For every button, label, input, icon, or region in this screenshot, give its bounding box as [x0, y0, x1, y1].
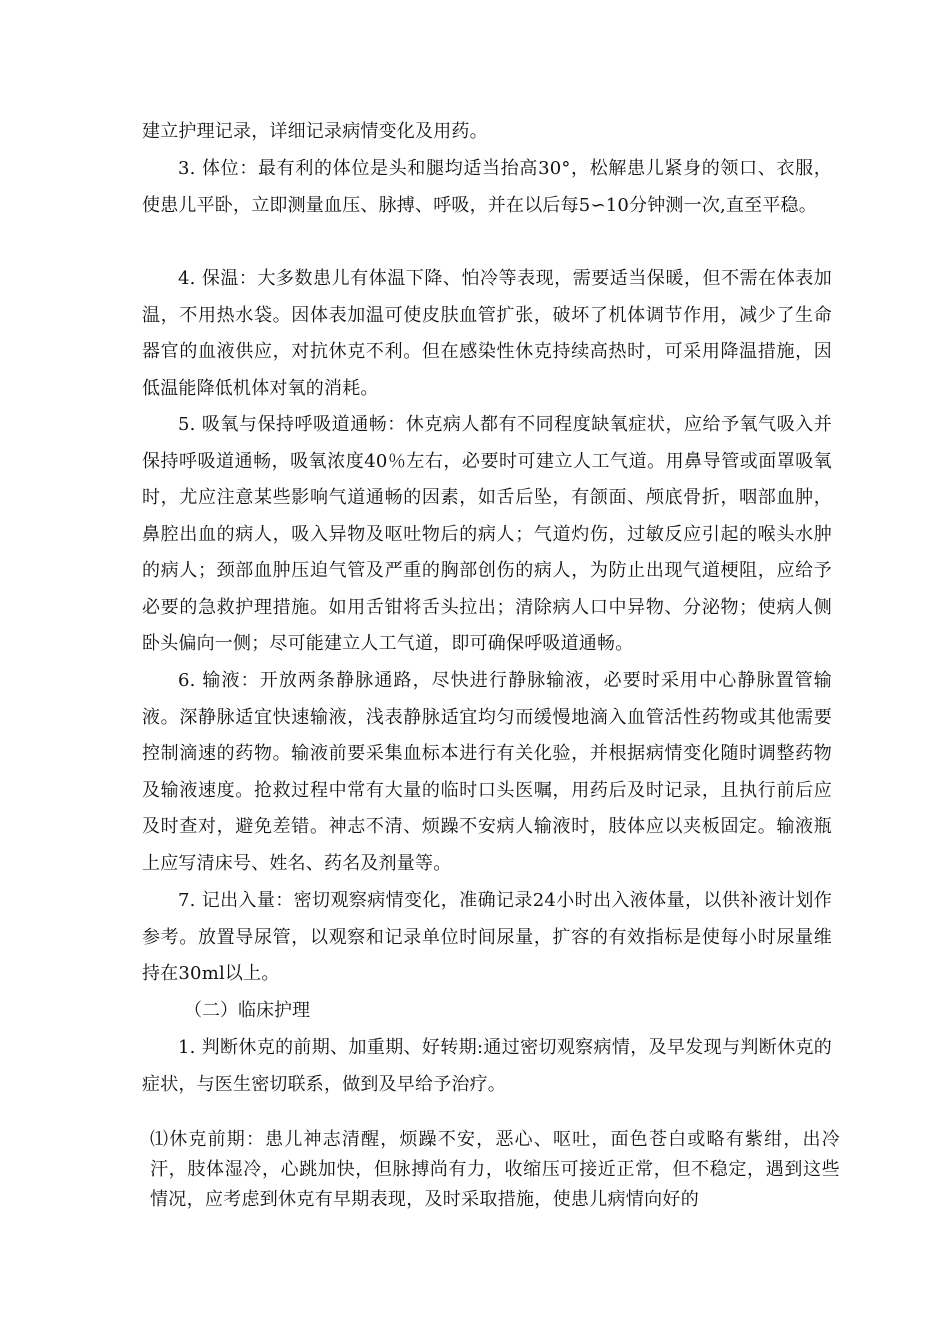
- paragraph-shock-stages: 1. 判断休克的前期、加重期、好转期:通过密切观察病情，及早发现与判断休克的症状，与医生密切联系，做到及早给予治疗。: [142, 1037, 832, 1095]
- paragraph-warmth: 4. 保温：大多数患儿有体温下降、怕冷等表现，需要适当保暖，但不需在体表加温，不用热水袋。因体表加温可使皮肤血管扩张，破坏了机体调节作用，减少了生命器官的血液供应，对抗休克不利。但在感染性休克持续高热时，可采用降温措施，因低温能降低机体对氧的消耗。: [142, 268, 832, 399]
- paragraph-intake-output: 7. 记出入量：密切观察病情变化，准确记录24小时出入液体量，以供补液计划作参考。放置导尿管，以观察和记录单位时间尿量，扩容的有效指标是使每小时尿量维持在30ml以上。: [142, 890, 832, 984]
- section-heading-clinical-care: （二）临床护理: [184, 1000, 310, 1021]
- paragraph-pre-shock: ⑴休克前期：患儿神志清醒，烦躁不安，恶心、呕吐，面色苍白或略有紫绀，出冷汗，肢体湿冷，心跳加快，但脉搏尚有力，收缩压可接近正常，但不稳定，遇到这些情况，应考虑到休克有早期表现，及时采取措施，使患儿病情向好的: [150, 1129, 840, 1210]
- paragraph-oxygen-airway: 5. 吸氧与保持呼吸道通畅：休克病人都有不同程度缺氧症状，应给予氧气吸入并保持呼吸道通畅，吸氧浓度40％左右，必要时可建立人工气道。用鼻导管或面罩吸氧时，尤应注意某些影响气道通畅的因素，如舌后坠，有颌面、颅底骨折，咽部血肿，鼻腔出血的病人，吸入异物及呕吐物后的病人；气道灼伤，过敏反应引起的喉头水肿的病人；颈部血肿压迫气管及严重的胸部创伤的病人，为防止出现气道梗阻，应给予必要的急救护理措施。如用舌钳将舌头拉出；清除病人口中异物、分泌物；使病人侧卧头偏向一侧；尽可能建立人工气道，即可确保呼吸道通畅。: [142, 414, 832, 654]
- paragraph-position: 3. 体位：最有利的体位是头和腿均适当抬高30°，松解患儿紧身的领口、衣服，使患儿平卧，立即测量血压、脉搏、呼吸，并在以后每5∽10分钟测一次,直至平稳。: [142, 158, 832, 216]
- paragraph-record-continuation: 建立护理记录，详细记录病情变化及用药。: [142, 121, 488, 142]
- paragraph-infusion: 6. 输液：开放两条静脉通路，尽快进行静脉输液，必要时采用中心静脉置管输液。深静脉适宜快速输液，浅表静脉适宜均匀而缓慢地滴入血管活性药物或其他需要控制滴速的药物。输液前要采集血标本进行有关化验，并根据病情变化随时调整药物及输液速度。抢救过程中常有大量的临时口头医嘱，用药后及时记录，且执行前后应及时查对，避免差错。神志不清、烦躁不安病人输液时，肢体应以夹板固定。输液瓶上应写清床号、姓名、药名及剂量等。: [142, 670, 832, 874]
